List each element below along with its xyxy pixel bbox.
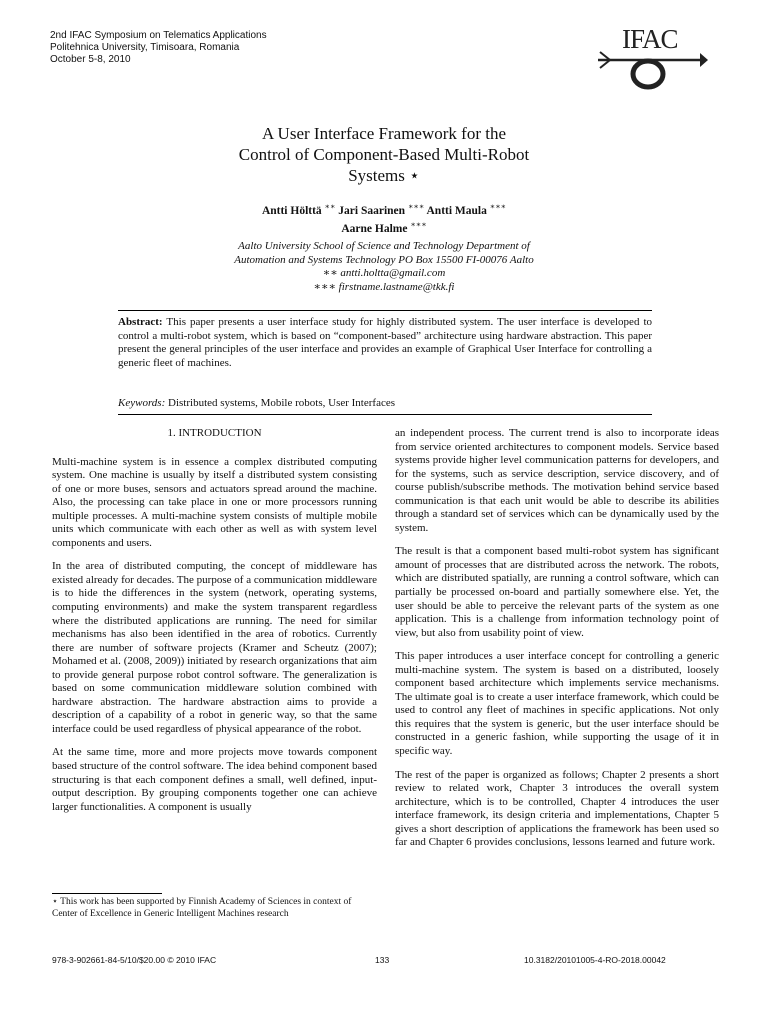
paragraph: The result is that a component based multi-robot system has significant amount of processes that are distributed across the network. The robots, which are distributed spatially, are running a control software, which can partially be processed on-board and partially somewhere else. Yet, the user should be able to perceive the relevant parts of the system as one application. This is a challenge from information technology point of view, but also from usability point of view. bbox=[395, 545, 719, 639]
paragraph: Multi-machine system is in essence a complex distributed computing system. One machine is usually by itself a distributed system consisting of one or more buses, sensors and actuators spread around the machine. Also, the processing can take place in one or more processors running multiple processes. A multi-machine system consists of multiple mobile units which communicate with each other as well as with system level components and users. bbox=[52, 455, 377, 549]
abstract bbox=[118, 316, 652, 370]
conference-line: 2nd IFAC Symposium on Telematics Applications bbox=[50, 30, 267, 41]
conference-line: Politehnica University, Timisoara, Romania bbox=[50, 42, 240, 53]
author-mark: ∗∗∗ bbox=[489, 202, 507, 211]
section-heading: 1. INTRODUCTION bbox=[167, 427, 262, 439]
right-column bbox=[395, 427, 719, 860]
paper-title bbox=[100, 123, 668, 186]
affiliation-email: ∗∗ antti.holtta@gmail.com bbox=[322, 267, 446, 279]
paragraph: an independent process. The current trend is also to incorporate ideas from service oriented architectures to component models. Service based systems provide higher level communication patterns for developers, and for the systems, such as service description, service discovery, and of course publish/subscribe methods. The motivation behind service based communication is that each unit would be able to describe its abilities through a standard set of services which can be dynamically used by the system. bbox=[395, 427, 719, 534]
affiliation bbox=[100, 240, 668, 294]
keywords-label: Keywords: bbox=[118, 397, 166, 409]
title-line: Systems ⋆ bbox=[348, 166, 420, 185]
affiliation-email: ∗∗∗ firstname.lastname@tkk.fi bbox=[313, 280, 455, 293]
left-column bbox=[52, 427, 377, 824]
conference-line: October 5-8, 2010 bbox=[50, 54, 131, 65]
page-number: 133 bbox=[375, 955, 390, 965]
paragraph: This paper introduces a user interface concept for controlling a generic multi-machine system. The system is based on a distributed, loosely component based architecture which implements service mechanisms. The ultimate goal is to create a user interface framework, which could be used to control any fleet of machines in specific applications. Not only this requires that the system is generic, but the user interface should be constructed in a generic fashion, while supporting the usage of it in specific way. bbox=[395, 650, 719, 758]
paragraph: The rest of the paper is organized as follows; Chapter 2 presents a short review to related work, Chapter 3 introduces the overall system architecture, which is to be controlled, Chapter 4 introduces the user interface framework, its design criteria and implementations, Chapter 5 gives a short description of applications the framework has been used so far and Chapter 6 provides conclusions, lessons learned and future work. bbox=[395, 768, 719, 849]
paragraph: At the same time, more and more projects move towards component based structure of the control software. The idea behind component based structuring is that each component defines a small, well defined, input-output description. By grouping components together one can achieve larger functionalities. A component is usually bbox=[52, 746, 377, 813]
author-list bbox=[100, 200, 668, 236]
affiliation-line: Automation and Systems Technology PO Box 15500 FI-00076 Aalto bbox=[234, 253, 534, 266]
author-mark: ∗∗∗ bbox=[407, 202, 425, 211]
footer-isbn: 978-3-902661-84-5/10/$20.00 © 2010 IFAC bbox=[52, 955, 217, 965]
footnote: ⋆ This work has been supported by Finnish Academy of Sciences in context of Center of Excellence in Generic Intelligent Machines research bbox=[52, 897, 352, 919]
author-name: Jari Saarinen bbox=[338, 204, 406, 217]
logo-text: IFAC bbox=[622, 24, 678, 54]
keywords bbox=[118, 397, 652, 411]
author-name: Antti Maula bbox=[426, 204, 487, 217]
abstract-top-rule bbox=[118, 310, 652, 311]
paragraph: In the area of distributed computing, the concept of middleware has existed already for decades. The purpose of a communication middleware is to hide the differences in the system (network, operating systems, computing environments) and make the system transparent regardless where the distributed applications are running. The need for similar mechanisms has also been identified in the area of robotics. Currently there are number of software projects (Kramer and Scheutz (2007); Mohamed et al. (2008, 2009)) initiated by research organizations that aim to provide general purpose robot control software. The generalization is based on some communication middleware solution combined with hardware abstraction. The hardware abstraction aims to provide a description of a capability of a robot in generic way, so that the same interface could be used regardless of physical appearance of the robot. bbox=[52, 560, 377, 735]
abstract-text: This paper presents a user interface study for highly distributed system. The user interface is developed to control a multi-robot system, which is based on “component-based” architecture using hardware abstraction. This paper present the general principles of the user interface and provides an example of Graphical User Interface for controlling a generic fleet of machines. bbox=[118, 316, 652, 369]
abstract-label: Abstract: bbox=[118, 316, 163, 328]
footer-doi: 10.3182/20101005-4-RO-2018.00042 bbox=[524, 955, 666, 965]
author-mark: ∗∗ bbox=[324, 202, 336, 211]
keywords-text: Distributed systems, Mobile robots, User Interfaces bbox=[168, 397, 395, 409]
abstract-bottom-rule bbox=[118, 414, 652, 415]
affiliation-line: Aalto University School of Science and Technology Department of bbox=[238, 240, 530, 252]
title-line: A User Interface Framework for the bbox=[261, 124, 507, 143]
footnote-rule bbox=[52, 893, 162, 894]
author-name: Antti Hölttä bbox=[261, 204, 322, 217]
conference-info bbox=[50, 30, 267, 66]
title-line: Control of Component-Based Multi-Robot bbox=[238, 145, 530, 164]
author-name: Aarne Halme bbox=[341, 222, 408, 235]
ifac-logo bbox=[596, 26, 708, 98]
author-mark: ∗∗∗ bbox=[410, 219, 427, 229]
